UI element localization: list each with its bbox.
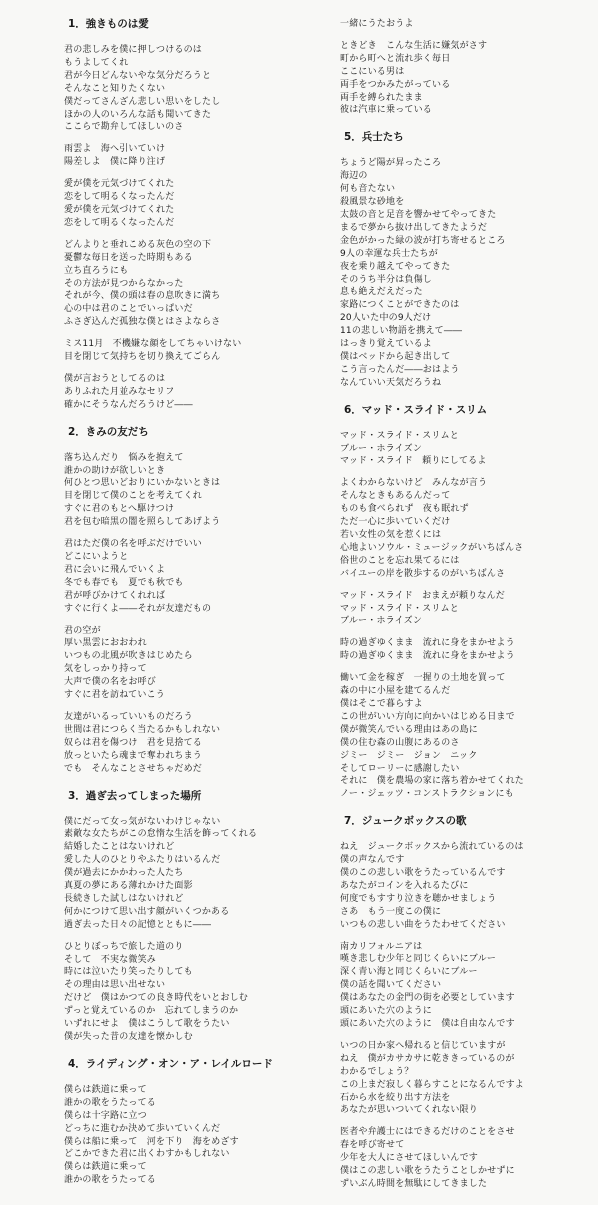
lyric-line: 僕らは船に乗って 河を下り 海をめざす [64, 1136, 239, 1147]
lyric-line: 厚い黒雲におおわれ [64, 638, 147, 649]
lyric-line: 息も絶えだえだった [340, 287, 423, 298]
lyric-line: 恋をして明るくなったんだ [64, 217, 175, 228]
lyric-line: 恋をして明るくなったんだ [64, 192, 175, 203]
song-title: 5．兵士たち [344, 131, 404, 144]
lyric-line: 落ち込んだり 悩みを抱えて [64, 452, 184, 463]
lyric-line: ブルー・ホライズン [340, 616, 423, 627]
lyric-line: 何度でもすすり泣きを聴かせましょう [340, 893, 497, 904]
lyric-line: 放っといたら魂まで奪われちまう [64, 750, 203, 761]
stanza [64, 338, 314, 364]
lyric-line: 愛した人のひとりやふたりはいるんだ [64, 855, 221, 866]
lyric-line: 11の悲しい物語を携えて―― [340, 326, 463, 337]
stanza [340, 40, 590, 117]
lyric-line: 僕はあなたの金門の街を必要としています [340, 993, 515, 1004]
lyric-line: 医者や弁護士にはできるだけのことをさせ [340, 1127, 515, 1138]
stanza [340, 590, 590, 629]
lyric-line: どこかできた君に出くわすかもしれない [64, 1149, 230, 1160]
lyric-line: 僕の声なんです [340, 855, 405, 866]
lyric-line: 長続きした試しはないけれど [64, 893, 184, 904]
lyric-line: その方法が見つからなかった [64, 278, 184, 289]
lyric-line: 家路につくことができたのは [340, 300, 460, 311]
lyric-line: この世がいい方向に向かいはじめる日まで [340, 711, 515, 722]
lyric-line: 僕の住む森の山腹にあるのさ [340, 737, 460, 748]
lyric-line: 過ぎ去った日々の記憶とともに―― [64, 919, 212, 930]
song-block [340, 18, 590, 117]
lyric-line: 僕が言おうとしてるのは [64, 373, 166, 384]
lyric-line: 働いて金を稼ぎ 一握りの土地を買って [340, 673, 506, 684]
lyric-line: ねえ 僕がカサカサに乾ききっているのが [340, 1053, 515, 1064]
lyric-line: 俗世のことを忘れ果てるには [340, 555, 460, 566]
lyric-line: ときどき こんな生活に嫌気がさす [340, 40, 488, 51]
lyric-line: 僕のこの悲しい歌をうたっているんです [340, 868, 506, 879]
lyric-line: 僕はこの悲しい歌をうたうことしかせずに [340, 1166, 515, 1177]
lyric-line: 時には泣いたり笑ったりしても [64, 967, 193, 978]
lyric-line: 僕だってさんざん悲しい思いをしたし [64, 96, 221, 107]
stanza [340, 430, 590, 469]
lyric-line: マッド・スライド おまえが頼りなんだ [340, 590, 505, 601]
lyric-line: 大声で僕の名をお呼び [64, 677, 157, 688]
lyric-line: ここにいる男は [340, 66, 405, 77]
lyric-line: 結婚したことはないけれど [64, 842, 175, 853]
lyric-line: どんよりと垂れこめる灰色の空の下 [64, 239, 212, 250]
stanza [64, 1084, 314, 1187]
lyric-line: マッド・スライド・スリムと [340, 430, 459, 441]
stanza [64, 711, 314, 776]
lyric-line: もうよしてくれ [64, 57, 129, 68]
lyric-line: 気をしっかり持って [64, 664, 147, 675]
lyric-line: 南カリフォルニアは [340, 941, 423, 952]
lyric-line: ものも食べられず 夜も眠れず [340, 504, 469, 515]
lyric-line: ずいぶん時間を無駄にしてきました [340, 1178, 488, 1189]
song-block [64, 1058, 314, 1187]
lyric-line: 金色がかった緑の波が打ち寄せるところ [340, 235, 506, 246]
left-column [64, 18, 314, 1201]
lyric-line: 愛が僕を元気づけてくれた [64, 204, 175, 215]
lyric-line: ちょうど陽が昇ったころ [340, 158, 442, 169]
lyric-line: 真夏の夢にある薄れかけた面影 [64, 881, 193, 892]
lyric-line: いつもの悲しい曲をうたわせてください [340, 919, 506, 930]
lyric-line: 僕らは十字路に立つ [64, 1110, 147, 1121]
lyric-line: 9人の幸運な兵士たちが [340, 248, 438, 259]
lyric-line: 僕が失った昔の友達を懐かしむ [64, 1032, 193, 1042]
lyric-line: 僕にだって女っ気がないわけじゃない [64, 816, 221, 827]
lyric-line: 誰かの歌をうたってる [64, 1097, 157, 1108]
stanza [64, 373, 314, 412]
lyric-line: 君を包む暗黒の闇を照らしてあげよう [64, 517, 221, 528]
lyric-line: 友達がいるっていいものだろう [64, 711, 193, 722]
lyric-line: いずれにせよ 僕はこうして歌をうたい [64, 1019, 230, 1030]
song-block [340, 815, 590, 1191]
lyric-line: 雨雲よ 海へ引いていけ [64, 144, 166, 155]
lyric-line: 僕らは鉄道に乗って [64, 1084, 147, 1095]
lyric-line: ここらで勘弁してほしいのさ [64, 122, 184, 133]
song-title: 1．強きものは愛 [68, 18, 149, 30]
lyric-line: 目を閉じて気持ちを切り換えてごらん [64, 352, 221, 363]
lyric-line: 君の悲しみを僕に押しつけるのは [64, 45, 203, 55]
lyric-line: 夜を乗り越えてやってきた [340, 261, 451, 272]
song-title: 2．きみの友だち [68, 425, 149, 438]
lyric-line: どっちに進むか決めて歩いていくんだ [64, 1123, 221, 1134]
stanza [340, 1040, 590, 1117]
song-block [64, 790, 314, 1044]
lyric-line: 若い女性の気を惹くには [340, 530, 442, 540]
lyric-line: それに 僕を農場の家に落ち着かせてくれた [340, 776, 525, 787]
stanza [340, 477, 590, 580]
lyric-line: そんなときもあるんだって [340, 491, 451, 502]
lyric-line: 僕はベッドから起き出して [340, 351, 451, 362]
stanza [340, 637, 590, 663]
lyric-line: だけど 僕はかつての良き時代をいとおしむ [64, 993, 249, 1004]
stanza [64, 178, 314, 230]
stanza [340, 941, 590, 1031]
song-block [64, 18, 314, 412]
lyric-line: 海辺の [340, 171, 368, 182]
lyric-line: 心の中は君のことでいっぱいだ [64, 304, 193, 315]
lyric-line: ブルー・ホライズン [340, 443, 423, 454]
stanza [64, 143, 314, 169]
lyric-line: 目を閉じて僕のことを考えてくれ [64, 491, 203, 502]
lyric-line: あなたがコインを入れるたびに [340, 880, 469, 891]
lyric-line: ひとりぼっちで旅した道のり [64, 941, 184, 952]
lyric-line: 両手を縛られたまま [340, 92, 423, 103]
stanza [340, 1126, 590, 1191]
lyric-line: 嘆き悲しむ少年と同じくらいにブルー [340, 954, 497, 965]
lyric-line: ただ一心に歩いていくだけ [340, 517, 451, 528]
lyric-line: どこにいようと [64, 552, 129, 562]
lyric-line: 殺風景な砂地を [340, 197, 405, 208]
lyric-line: 君が今日どんないやな気分だろうと [64, 70, 212, 81]
song-block [340, 404, 590, 802]
lyric-line: 心地よいソウル・ミュージックがいちばんさ [340, 542, 524, 553]
lyric-line: 両手をつかみたがっている [340, 79, 451, 90]
lyric-line: さあ もう一度この僕に [340, 906, 442, 917]
lyric-line: 僕が微笑んでいる理由はあの島に [340, 724, 479, 735]
lyric-line: それが今、僕の頭は春の息吹きに満ち [64, 291, 221, 302]
right-column [340, 18, 590, 1205]
lyric-line: すぐに君を訪ねていこう [64, 690, 165, 701]
lyric-line: マッド・スライド 頼りにしてるよ [340, 456, 487, 467]
lyric-line: 彼は汽車に乗っている [340, 105, 433, 116]
lyric-line: 憂鬱な毎日を送った時期もある [64, 252, 193, 263]
lyric-line: 奴らは君を傷つけ 君を見捨てる [64, 737, 203, 748]
stanza [64, 239, 314, 329]
lyric-line: こう言ったんだ――おはよう [340, 364, 460, 375]
stanza [64, 44, 314, 134]
lyric-line: なんていい天気だろうね [340, 377, 442, 388]
lyric-line: そしてローリーに感謝したい [340, 763, 460, 774]
lyric-line: 僕が過去にかかわった人たち [64, 868, 184, 879]
lyric-line: でも そんなことさせちゃだめだ [64, 763, 203, 774]
lyric-line: 何かにつけて思い出す顔がいくつかある [64, 906, 230, 917]
lyric-line: そして 不実な微笑み [64, 954, 157, 965]
lyric-line: わかるでしょう？ [340, 1066, 414, 1077]
lyric-line: 陽差しよ 僕に降り注げ [64, 157, 166, 168]
lyric-line: ほかの人のいろんな話も聞いてきた [64, 109, 212, 120]
song-title: 4．ライディング・オン・ア・レイルロード [68, 1057, 273, 1070]
lyric-line: 愛が僕を元気づけてくれた [64, 179, 175, 190]
lyric-line: そのうち半分は負傷し [340, 274, 433, 285]
lyric-line: 少年を大人にさせてほしいんです [340, 1153, 479, 1164]
lyric-line: そんなこと知りたくない [64, 83, 166, 94]
lyric-line: まるで夢から抜け出してきたようだ [340, 222, 488, 233]
stanza [340, 672, 590, 801]
lyric-line: 石から水を絞り出す方法を [340, 1092, 451, 1103]
song-block [340, 131, 590, 389]
song-block [64, 426, 314, 776]
lyric-line: 僕の話を聞いてください [340, 980, 442, 991]
stanza [64, 816, 314, 932]
lyric-line: 確かにそうなんだろうけど―― [64, 399, 193, 410]
song-title: 7．ジュークボックスの歌 [344, 815, 467, 828]
song-title: 6．マッド・スライド・スリム [344, 403, 488, 416]
stanza [64, 452, 314, 529]
stanza [340, 157, 590, 389]
lyric-line: 君が呼びかけてくれれば [64, 590, 166, 601]
lyric-line: ノー・ジェッツ・コンストラクションにも [340, 789, 514, 800]
lyric-line: 君に会いに飛んでいくよ [64, 564, 166, 575]
lyric-line: 何も音たない [340, 184, 396, 195]
lyric-line: 僕はそこで暮らすよ [340, 698, 423, 709]
lyric-line: いつもの北風が吹きはじめたら [64, 651, 193, 662]
lyric-line: すぐに行くよ――それが友達だもの [64, 603, 212, 614]
lyric-line: 太鼓の音と足音を響かせてやってきた [340, 209, 497, 220]
lyric-line: 20人いた中の9人だけ [340, 313, 432, 324]
lyric-line: いつの日か家へ帰れると信じていますが [340, 1040, 506, 1051]
lyric-line: 森の中に小屋を建てるんだ [340, 686, 451, 697]
lyric-line: 春を呼び寄せて [340, 1140, 405, 1151]
stanza [64, 538, 314, 615]
lyric-line: 誰かの歌をうたってる [64, 1175, 157, 1186]
lyric-line: 君はただ僕の名を呼ぶだけでいい [64, 539, 203, 550]
lyric-line: ミス11月 不機嫌な顔をしてちゃいけない [64, 339, 242, 350]
lyric-line: あなたが思いついてくれない限り [340, 1105, 479, 1116]
lyric-line: バイユーの岸を散歩するのがいちばんさ [340, 568, 506, 579]
lyric-line: 冬でも春でも 夏でも秋でも [64, 577, 184, 588]
lyric-line: よくわからないけど みんなが言う [340, 478, 488, 489]
lyric-line: ふさぎ込んだ孤独な僕とはさよならさ [64, 317, 221, 328]
lyric-line: 君の空が [64, 625, 101, 636]
lyric-line: 何ひとつ思いどおりにいかないときは [64, 478, 221, 489]
stanza [340, 18, 590, 31]
lyric-line: 時の過ぎゆくまま 流れに身をまかせよう [340, 651, 515, 662]
lyric-line: 誰かの助けが欲しいとき [64, 465, 166, 476]
lyric-line: ありふれた月並みなセリフ [64, 386, 175, 397]
lyric-line: 世間は君につらく当たるかもしれない [64, 724, 221, 735]
lyric-line: 町から町へと流れ歩く毎日 [340, 53, 451, 64]
lyric-line: 頭にあいた穴のように [340, 1006, 433, 1017]
lyric-line: 立ち直ろうにも [64, 265, 129, 276]
lyric-line: ずっと覚えているのか 忘れてしまうのか [64, 1006, 239, 1017]
lyric-line: 深く青い海と同じくらいにブルー [340, 967, 478, 978]
lyric-line: はっきり覚えているよ [340, 339, 433, 350]
lyric-line: 素敵な女たちがこの怠惰な生活を飾ってくれる [64, 829, 258, 840]
lyric-line: その理由は思い出せない [64, 980, 166, 991]
song-title: 3．過ぎ去ってしまった場所 [68, 789, 202, 802]
lyric-line: 僕らは鉄道に乗って [64, 1162, 147, 1173]
stanza [64, 941, 314, 1044]
lyric-line: ねえ ジュークボックスから流れているのは [340, 842, 524, 853]
lyric-line: すぐに君のもとへ駆けつけ [64, 504, 175, 515]
stanza [64, 625, 314, 702]
lyric-line: マッド・スライド・スリムと [340, 603, 459, 614]
lyric-line: 時の過ぎゆくまま 流れに身をまかせよう [340, 638, 515, 649]
stanza [340, 841, 590, 931]
lyric-line: この上まだ寂しく暮らすことになるんですよ [340, 1079, 525, 1090]
lyric-line: 一緒にうたおうよ [340, 19, 414, 29]
lyric-line: ジミー ジミー ジョン ニック [340, 750, 478, 761]
lyric-line: 頭にあいた穴のように 僕は自由なんです [340, 1019, 515, 1029]
